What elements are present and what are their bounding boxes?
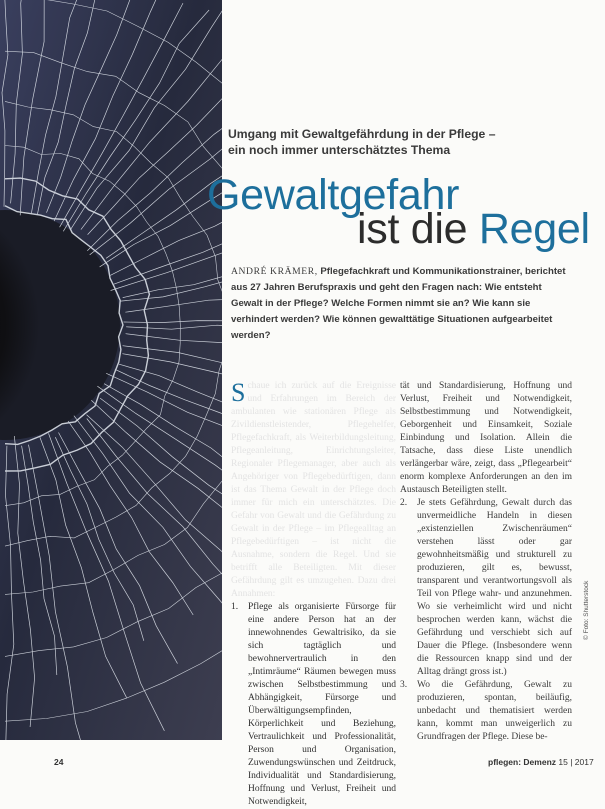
list-item [400, 679, 572, 744]
lead-paragraph [231, 264, 571, 344]
assumption-list-left [231, 601, 396, 809]
list-text: Pflege als organisierte Fürsorge für eine andere Person hat an der innewohnendes Gewaltrisiko, da sie sich tagtäglich und bewohnervertraulich in den „Intimräume“ Räumen bewegen muss zwischen Selbstbestimmung und Abhängigkeit, Fürsorge und Überwältigungsempfinden, Körperlichkeit und Beziehung, Vertraulichkeit und Professionalität, Person und Organisation, Zuwendungswünschen und Zeitdruck, Individualität und Standardisierung, Hoffnung und Verlust, Freiheit und Notwendigkeit, [248, 602, 396, 807]
list-text: Wo die Gefährdung, Gewalt zu produzieren, spontan, beiläufig, unbedacht und thematisiert werden kann, kommt man unweigerlich zu Grundfragen der Pflege. Diese be- [417, 680, 572, 742]
lead-text: Pflegefachkraft und Kommunikationstrainer, berichtet aus 27 Jahren Berufspraxis und geht den Fragen nach: Wie entsteht Gewalt in der Pflege? Welche Formen nimmt sie an? Wie kann sie verhindert werden? Wie können gewalttätige Situationen aufgearbeitet werden? [231, 266, 566, 341]
drop-cap: S [231, 378, 246, 407]
headline-prefix: ist die [357, 205, 479, 253]
list-item [231, 601, 396, 809]
continued-paragraph: tät und Standardisierung, Hoffnung und Verlust, Freiheit und Notwendigkeit, Selbstbestimmung und Notwendigkeit, Geborgenheit und Einsamkeit, Soziale Einbindung und Isolation. Allein die Tatsache, dass diese Liste unendlich verlängerbar wäre, zeigt, dass „Pflegearbeit“ enorm komplexe Anforderungen an den im Austausch Beteiligten stellt. [400, 381, 572, 495]
shattered-glass-photo [0, 0, 222, 740]
list-text: Je stets Gefährdung, Gewalt durch das unvermeidliche Handeln in diesen „existenziellen Zwischenräumen“ verstehen lässt oder gar gewohnheitsmäßig und strukturell zu produzieren, gilt es, bewusst, transparent und verantwortungsvoll als Teil von Pflege wahr- und anzunehmen. Wo sie verheimlicht wird und nicht besprochen werden kann, wächst die Gefährdung und verschiebt sich auf Dauer die Pflege. (Insbesondere wenn die Ressourcen knapp sind und der Alltag drängt gross ist.) [417, 498, 572, 677]
list-number: 3. [400, 680, 408, 690]
kicker-line-2: ein noch immer unterschätztes Thema [228, 143, 451, 157]
issue-number: 15 | 2017 [556, 757, 594, 767]
list-number: 1. [231, 602, 239, 612]
headline-accent: Regel [478, 205, 590, 253]
kicker-line-1: Umgang mit Gewaltgefährdung in der Pflege – [228, 127, 496, 141]
photo-credit: © Foto: Shutterstock [583, 580, 590, 640]
body-column-left [231, 380, 396, 809]
headline-line-1: Gewaltgefahr [207, 171, 460, 219]
page-number: 24 [54, 757, 64, 767]
intro-text: chaue ich zurück auf die Ereignisse und Erfahrungen im Bereich der ambulanten wie stationären Pflege als Zivildienstleistender, Pflegehelfer, Pflegefachkraft, als Weiterbildungsleitung, Pflegeanleitung, Einrichtungsleiter, Regionaler Pflegemanager, aber auch als Angehöriger von Pflegebedürftigen, dann ist das Thema Gewalt in der Pflege doch immer für mich ein unterschätztes. Die Gefahr von Gewalt und die Gefährdung zu Gewalt in der Pflege – im Pflegealltag an Pflegebedürftigen – ist nicht die Ausnahme, sondern die Regel. Und sie betrifft alle Beteiligten. Mit dieser Gefährdung gilt es umzugehen. Dazu drei Annahmen: [231, 381, 396, 599]
magazine-name: pflegen: Demenz [488, 757, 557, 767]
intro-paragraph [231, 380, 396, 601]
list-number: 2. [400, 498, 408, 508]
body-column-right [400, 380, 572, 744]
list-item [400, 497, 572, 679]
kicker [228, 126, 578, 158]
assumption-list-right [400, 497, 572, 744]
headline-line-2 [357, 204, 590, 254]
magazine-footer [488, 757, 594, 767]
author-name: ANDRÉ KRÄMER, [231, 266, 318, 277]
